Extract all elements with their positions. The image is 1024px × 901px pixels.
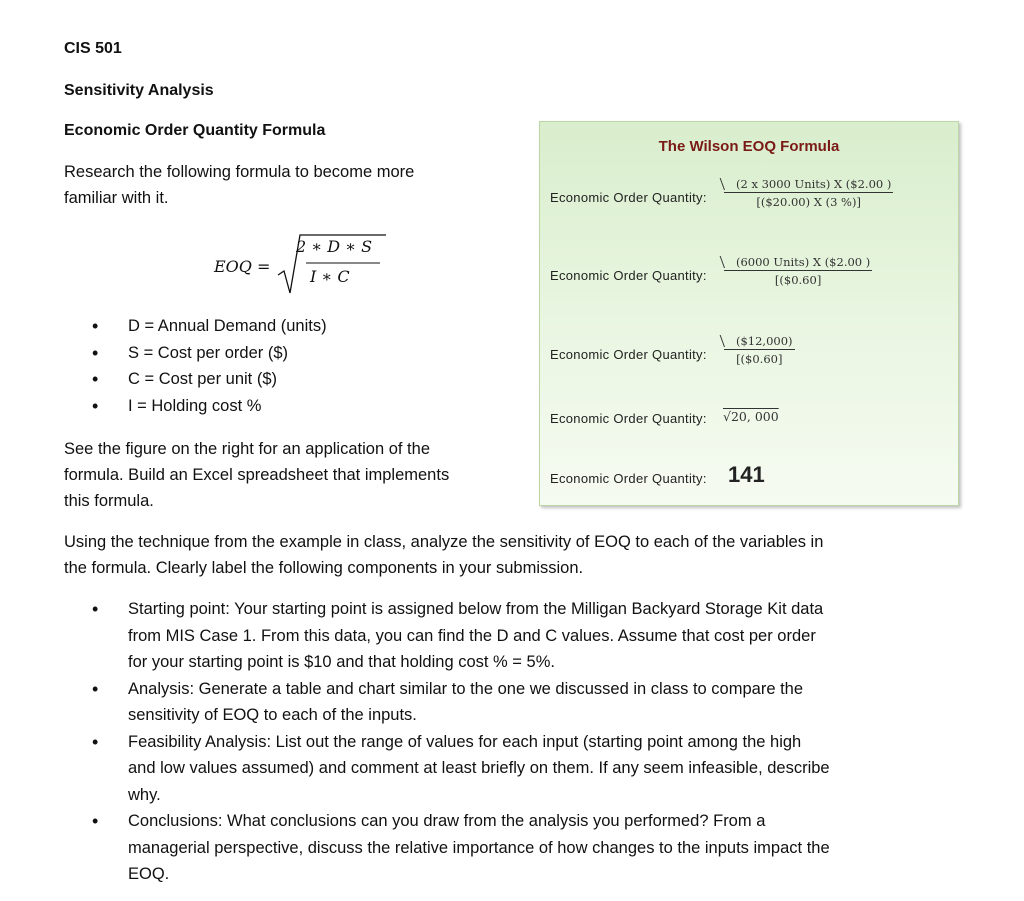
eoq-result: 141 <box>728 462 765 487</box>
list-item: • C = Cost per unit ($) <box>92 366 327 393</box>
list-item: • I = Holding cost % <box>92 393 327 420</box>
section-heading: Economic Order Quantity Formula <box>64 122 326 139</box>
step3-numerator: ($12,000) <box>724 334 795 350</box>
list-item-line: why. <box>128 785 161 804</box>
eoq-label: Economic Order Quantity: <box>550 268 707 283</box>
list-item-line: • Starting point: Your starting point is assigned below from the Milligan Backyard Storage Kit data <box>128 600 824 618</box>
list-item-line: from MIS Case 1. From this data, you can find the D and C values. Assume that cost per order <box>128 626 816 645</box>
figure-title: The Wilson EOQ Formula <box>658 138 840 155</box>
step1-denominator: [($20.00) X (3 %)] <box>756 195 861 209</box>
step2-denominator: [($0.60] <box>774 273 822 287</box>
course-code: CIS 501 <box>64 40 122 57</box>
instructions-paragraph <box>64 529 964 581</box>
document-title: Sensitivity Analysis <box>64 82 214 99</box>
formula-numerator: 2 ∗ D ∗ S <box>296 237 373 256</box>
list-item: • S = Cost per order ($) <box>92 340 327 367</box>
paragraph-line: See the figure on the right for an application of the <box>64 440 430 458</box>
paragraph-line: Using the technique from the example in class, analyze the sensitivity of EOQ to each of the variables in <box>64 533 824 551</box>
list-item <box>92 808 932 888</box>
list-item <box>92 676 932 729</box>
step2-fraction <box>724 255 872 287</box>
components-list <box>92 596 932 888</box>
variable-list <box>92 313 327 419</box>
list-item <box>92 729 932 809</box>
figure-reference-paragraph <box>64 436 449 514</box>
step4-root: √20, 000 <box>723 409 779 424</box>
intro-line: Research the following formula to become more <box>64 163 415 181</box>
list-item <box>92 596 932 676</box>
formula-lhs: EOQ = <box>214 257 271 276</box>
formula-denominator: I ∗ C <box>310 267 350 286</box>
eoq-label: Economic Order Quantity: <box>550 347 707 362</box>
list-item: • D = Annual Demand (units) <box>92 313 327 340</box>
list-item-line: • Feasibility Analysis: List out the range of values for each input (starting point among the high <box>128 732 802 751</box>
list-item-line: managerial perspective, discuss the relative importance of how changes to the inputs impact the <box>128 838 830 857</box>
paragraph-line: the formula. Clearly label the following components in your submission. <box>64 559 584 577</box>
step1-fraction <box>724 177 893 209</box>
step3-denominator: [($0.60] <box>736 352 783 366</box>
paragraph-line: this formula. <box>64 492 154 510</box>
eoq-label: Economic Order Quantity: <box>550 411 707 426</box>
step1-numerator: (2 x 3000 Units) X ($2.00 ) <box>724 177 893 193</box>
list-item-line: for your starting point is $10 and that holding cost % = 5%. <box>128 653 555 671</box>
paragraph-line: formula. Build an Excel spreadsheet that implements <box>64 466 450 484</box>
wilson-eoq-figure <box>539 121 959 506</box>
intro-line: familiar with it. <box>64 189 169 207</box>
list-item-line: sensitivity of EOQ to each of the inputs. <box>128 706 417 724</box>
intro-paragraph <box>64 159 414 211</box>
list-item-line: • Conclusions: What conclusions can you draw from the analysis you performed? From a <box>128 812 766 830</box>
list-item-line: and low values assumed) and comment at least briefly on them. If any seem infeasible, describe <box>128 759 830 777</box>
eoq-label: Economic Order Quantity: <box>550 190 707 205</box>
step3-fraction <box>724 334 795 366</box>
eoq-label: Economic Order Quantity: <box>550 471 707 486</box>
step2-numerator: (6000 Units) X ($2.00 ) <box>724 255 872 271</box>
list-item-line: • Analysis: Generate a table and chart similar to the one we discussed in class to compare the <box>128 679 804 698</box>
list-item-line: EOQ. <box>128 865 170 883</box>
